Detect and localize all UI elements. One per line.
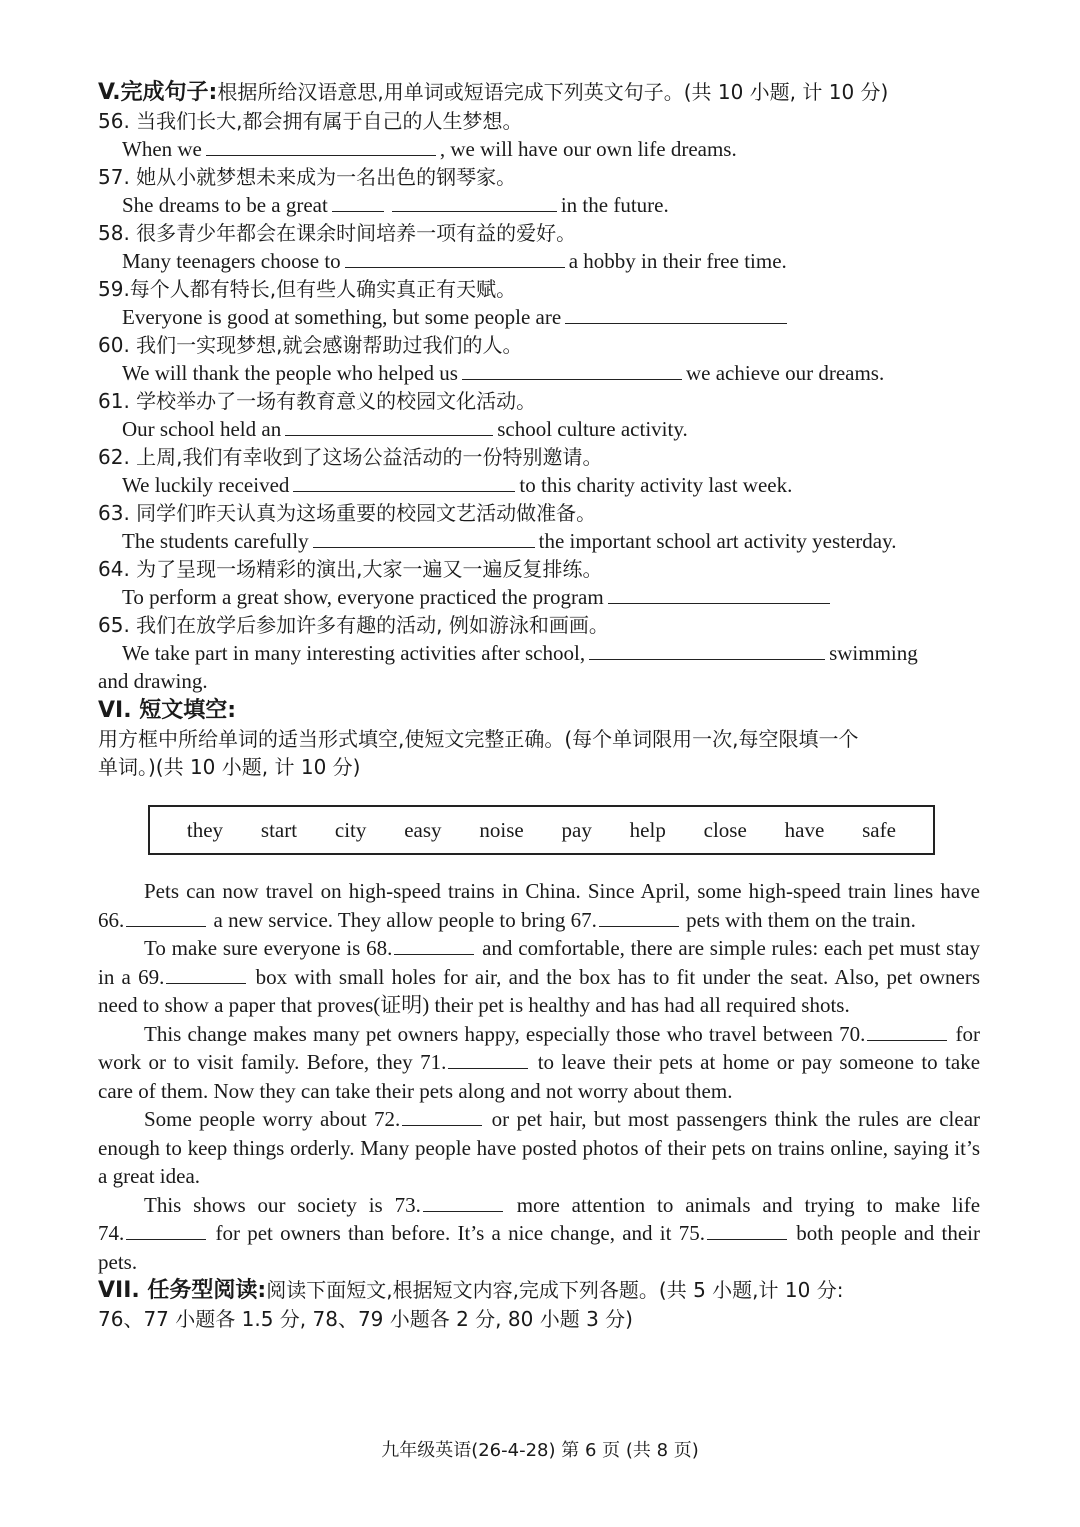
answer-blank-75[interactable] — [707, 1223, 787, 1240]
word-bank-item: close — [703, 817, 747, 842]
passage-paragraph-3: This change makes many pet owners happy, especially those who travel between 70. for work or to visit family. Before, they 71. to leave their pets at home or pay someone to take care of them. Now they can take their pets along and not worry about them. — [98, 1021, 981, 1103]
answer-blank[interactable] — [565, 305, 787, 324]
question-57 — [98, 163, 980, 219]
section-5-title: V.完成句子: — [98, 80, 218, 105]
section-5-items — [98, 107, 980, 695]
question-en: We will thank the people who helped us we achieve our dreams. — [122, 361, 885, 385]
word-bank-item: they — [186, 817, 224, 842]
page-footer: 九年级英语(26-4-28) 第 6 页 (共 8 页) — [381, 1440, 699, 1461]
word-bank-item: safe — [862, 817, 896, 842]
answer-blank-73[interactable] — [423, 1195, 503, 1212]
question-en: Everyone is good at something, but some people are — [98, 303, 980, 331]
question-65 — [98, 611, 980, 695]
answer-blank-67[interactable] — [599, 910, 679, 927]
answer-blank[interactable] — [608, 585, 830, 604]
answer-blank[interactable] — [345, 249, 565, 268]
question-en: She dreams to be a great in the future. — [122, 193, 669, 217]
question-63 — [98, 499, 980, 555]
question-zh: 58. 很多青少年都会在课余时间培养一项有益的爱好。 — [98, 221, 577, 245]
answer-blank-66[interactable] — [126, 910, 206, 927]
question-60 — [98, 331, 980, 387]
question-zh: 63. 同学们昨天认真为这场重要的校园文艺活动做准备。 — [98, 501, 597, 525]
question-en: Our school held an school culture activity. — [122, 417, 688, 441]
question-en: The students carefully the important school art activity yesterday. — [122, 529, 897, 553]
answer-blank-70[interactable] — [867, 1024, 947, 1041]
section-6-instruction-1: 用方框中所给单词的适当形式填空,使短文完整正确。(每个单词限用一次,每空限填一个 — [98, 727, 859, 751]
answer-blank[interactable] — [462, 361, 682, 380]
section-7-title: VII. 任务型阅读: — [98, 1278, 267, 1303]
question-en: When we , we will have our own life dreams. — [122, 137, 737, 161]
passage-paragraph-4: Some people worry about 72. or pet hair, but most passengers think the rules are clear enough to keep things orderly. Many people have posted photos of their pets on trains online, saying it’s a great idea. — [98, 1107, 981, 1188]
word-bank-item: help — [629, 817, 666, 842]
answer-blank[interactable] — [285, 417, 493, 436]
question-zh: 60. 我们一实现梦想,就会感谢帮助过我们的人。 — [98, 333, 523, 357]
question-62 — [98, 443, 980, 499]
question-zh: 57. 她从小就梦想未来成为一名出色的钢琴家。 — [98, 165, 517, 189]
answer-blank-72[interactable] — [402, 1109, 482, 1126]
answer-blank-71[interactable] — [448, 1052, 528, 1069]
section-5-heading — [98, 78, 978, 107]
word-bank-item: noise — [479, 817, 524, 842]
question-en: Many teenagers choose to a hobby in their free time. — [122, 249, 787, 273]
passage-paragraph-2: To make sure everyone is 68. and comfortable, there are simple rules: each pet must stay in a 69. box with small holes for air, and the box has to fit under the seat. Also, pet owners need to show a paper that proves(证明) their pet is healthy and has had all required shots. — [98, 936, 981, 1017]
section-6-instruction-2: 单词。)(共 10 小题, 计 10 分) — [98, 755, 361, 779]
section-7-heading — [98, 1276, 980, 1305]
answer-blank-69[interactable] — [166, 967, 246, 984]
section-5-instruction: 根据所给汉语意思,用单词或短语完成下列英文句子。(共 10 小题, 计 10 分) — [217, 80, 889, 104]
answer-blank[interactable] — [206, 137, 436, 156]
answer-blank[interactable] — [332, 193, 384, 212]
question-zh: 56. 当我们长大,都会拥有属于自己的人生梦想。 — [98, 109, 523, 133]
word-bank-item: city — [334, 817, 367, 842]
question-en: We luckily received to this charity activity last week. — [122, 473, 793, 497]
answer-blank-68[interactable] — [394, 938, 474, 955]
answer-blank[interactable] — [313, 529, 535, 548]
section-7-instruction-2: 76、77 小题各 1.5 分, 78、79 小题各 2 分, 80 小题 3 分) — [98, 1307, 633, 1331]
question-zh: 65. 我们在放学后参加许多有趣的活动, 例如游泳和画画。 — [98, 613, 609, 637]
passage-paragraph-5: This shows our society is 73. more attention to animals and trying to make life 74. for pet owners than before. It’s a nice change, and it 75. both people and their pets. — [98, 1192, 981, 1274]
section-6-title: VI. 短文填空: — [98, 698, 237, 723]
question-59 — [98, 275, 980, 331]
word-bank-item: start — [260, 817, 298, 842]
question-zh: 59.每个人都有特长,但有些人确实真正有天赋。 — [98, 277, 517, 301]
question-zh: 62. 上周,我们有幸收到了这场公益活动的一份特别邀请。 — [98, 445, 603, 469]
question-en: To perform a great show, everyone practiced the program — [98, 583, 980, 611]
word-bank — [148, 805, 935, 855]
question-zh: 61. 学校举办了一场有教育意义的校园文化活动。 — [98, 389, 537, 413]
answer-blank[interactable] — [392, 193, 557, 212]
question-61 — [98, 387, 980, 443]
question-64 — [98, 555, 980, 611]
answer-blank[interactable] — [293, 473, 515, 492]
question-en-continuation: and drawing. — [98, 669, 208, 693]
passage-paragraph-1: Pets can now travel on high-speed trains in China. Since April, some high-speed train lines have 66. a new service. They allow people to bring 67. pets with them on the train. — [98, 879, 980, 932]
answer-blank[interactable] — [589, 641, 825, 660]
word-bank-item: pay — [561, 817, 592, 842]
question-56 — [98, 107, 980, 163]
question-en: We take part in many interesting activities after school, swimming — [122, 641, 918, 665]
word-bank-item: have — [784, 817, 825, 842]
section-7-instruction-1: 阅读下面短文,根据短文内容,完成下列各题。(共 5 小题,计 10 分: — [266, 1278, 844, 1302]
answer-blank-74[interactable] — [126, 1223, 206, 1240]
question-zh: 64. 为了呈现一场精彩的演出,大家一遍又一遍反复排练。 — [98, 557, 603, 581]
word-bank-item: easy — [404, 817, 442, 842]
question-58 — [98, 219, 980, 275]
